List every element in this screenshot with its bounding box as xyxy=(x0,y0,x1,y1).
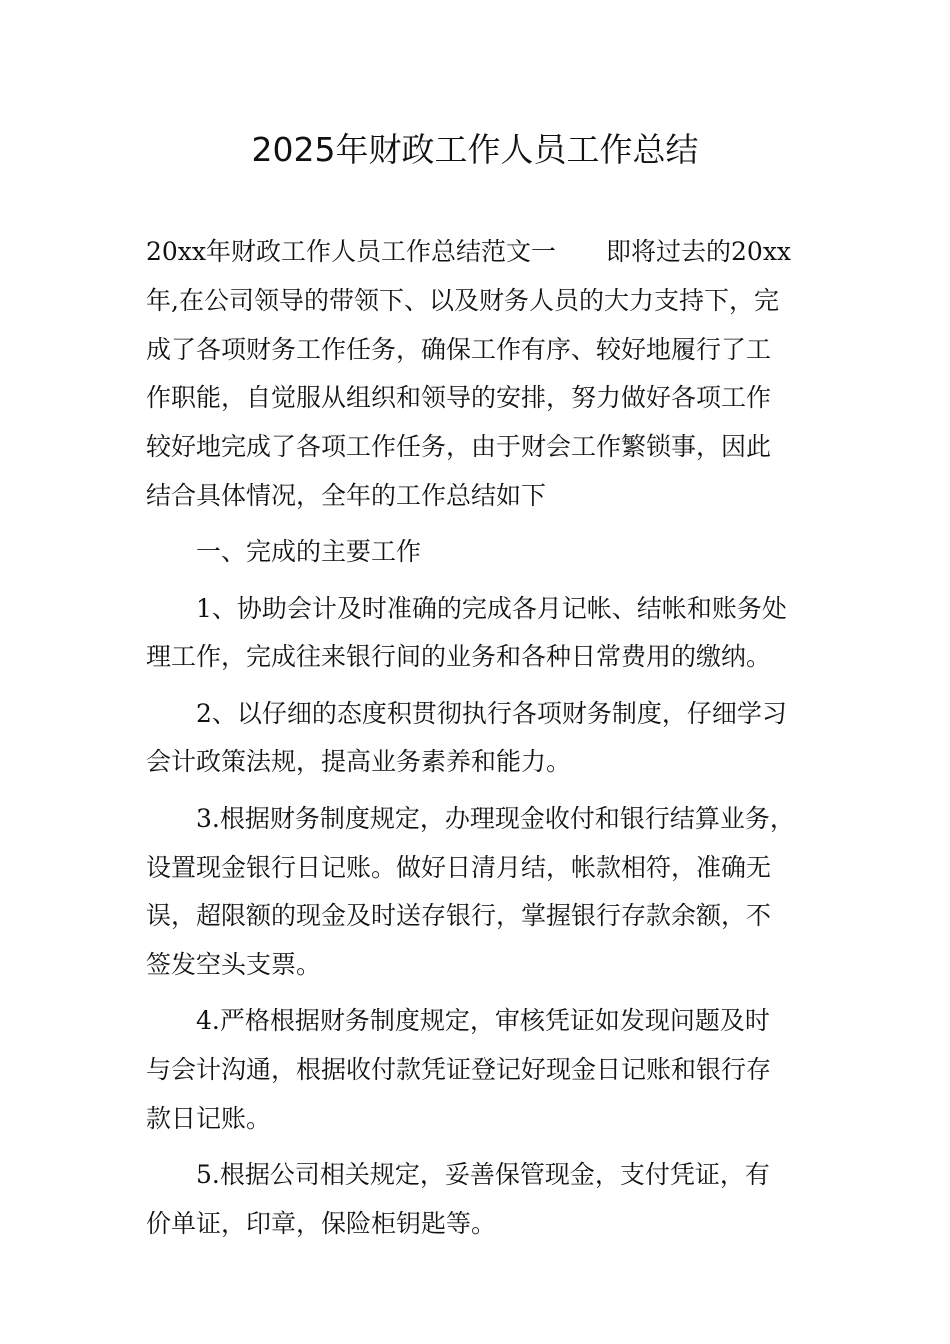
paragraph-line: 价单证，印章，保险柜钥匙等。 xyxy=(146,1209,497,1239)
paragraph-item-1 xyxy=(146,585,810,683)
section-heading xyxy=(146,528,810,577)
paragraph-line: 2、以仔细的态度积贯彻执行各项财务制度，仔细学习 xyxy=(196,698,787,728)
document-title: 2025年财政工作人员工作总结 xyxy=(251,130,699,169)
paragraph-item-4 xyxy=(146,997,810,1143)
paragraph-line: 4.严格根据财务制度规定，审核凭证如发现问题及时 xyxy=(196,1006,770,1036)
paragraph-line: 较好地完成了各项工作任务，由于财会工作繁锁事，因此 xyxy=(146,432,772,462)
paragraph-line: 设置现金银行日记账。做好日清月结，帐款相符，准确无 xyxy=(146,852,772,882)
paragraph-line: 5.根据公司相关规定，妥善保管现金，支付凭证，有 xyxy=(196,1160,770,1190)
paragraph-line: 与会计沟通，根据收付款凭证登记好现金日记账和银行存 xyxy=(146,1055,772,1085)
paragraph-intro xyxy=(146,228,810,521)
paragraph-item-2 xyxy=(146,690,810,788)
paragraph-item-5 xyxy=(146,1151,810,1249)
paragraph-line: 款日记账。 xyxy=(146,1104,272,1134)
paragraph-line: 成了各项财务工作任务，确保工作有序、较好地履行了工 xyxy=(146,334,772,364)
paragraph-line: 3.根据财务制度规定，办理现金收付和银行结算业务， xyxy=(196,803,795,833)
paragraph-line: 一、完成的主要工作 xyxy=(196,537,422,567)
paragraph-line: 理工作，完成往来银行间的业务和各种日常费用的缴纳。 xyxy=(146,642,772,672)
paragraph-item-3 xyxy=(146,795,810,990)
document-body xyxy=(146,228,810,1256)
paragraph-line: 签发空头支票。 xyxy=(146,950,322,980)
paragraph-line: 20xx年财政工作人员工作总结范文一 即将过去的20xx xyxy=(146,237,792,266)
paragraph-line: 会计政策法规，提高业务素养和能力。 xyxy=(146,747,572,777)
paragraph-line: 年,在公司领导的带领下、以及财务人员的大力支持下，完 xyxy=(146,285,779,315)
paragraph-line: 1、协助会计及时准确的完成各月记帐、结帐和账务处 xyxy=(196,593,787,623)
paragraph-line: 作职能，自觉服从组织和领导的安排，努力做好各项工作 xyxy=(146,383,772,413)
paragraph-line: 结合具体情况，全年的工作总结如下 xyxy=(146,480,547,510)
paragraph-line: 误，超限额的现金及时送存银行，掌握银行存款余额，不 xyxy=(146,901,772,931)
